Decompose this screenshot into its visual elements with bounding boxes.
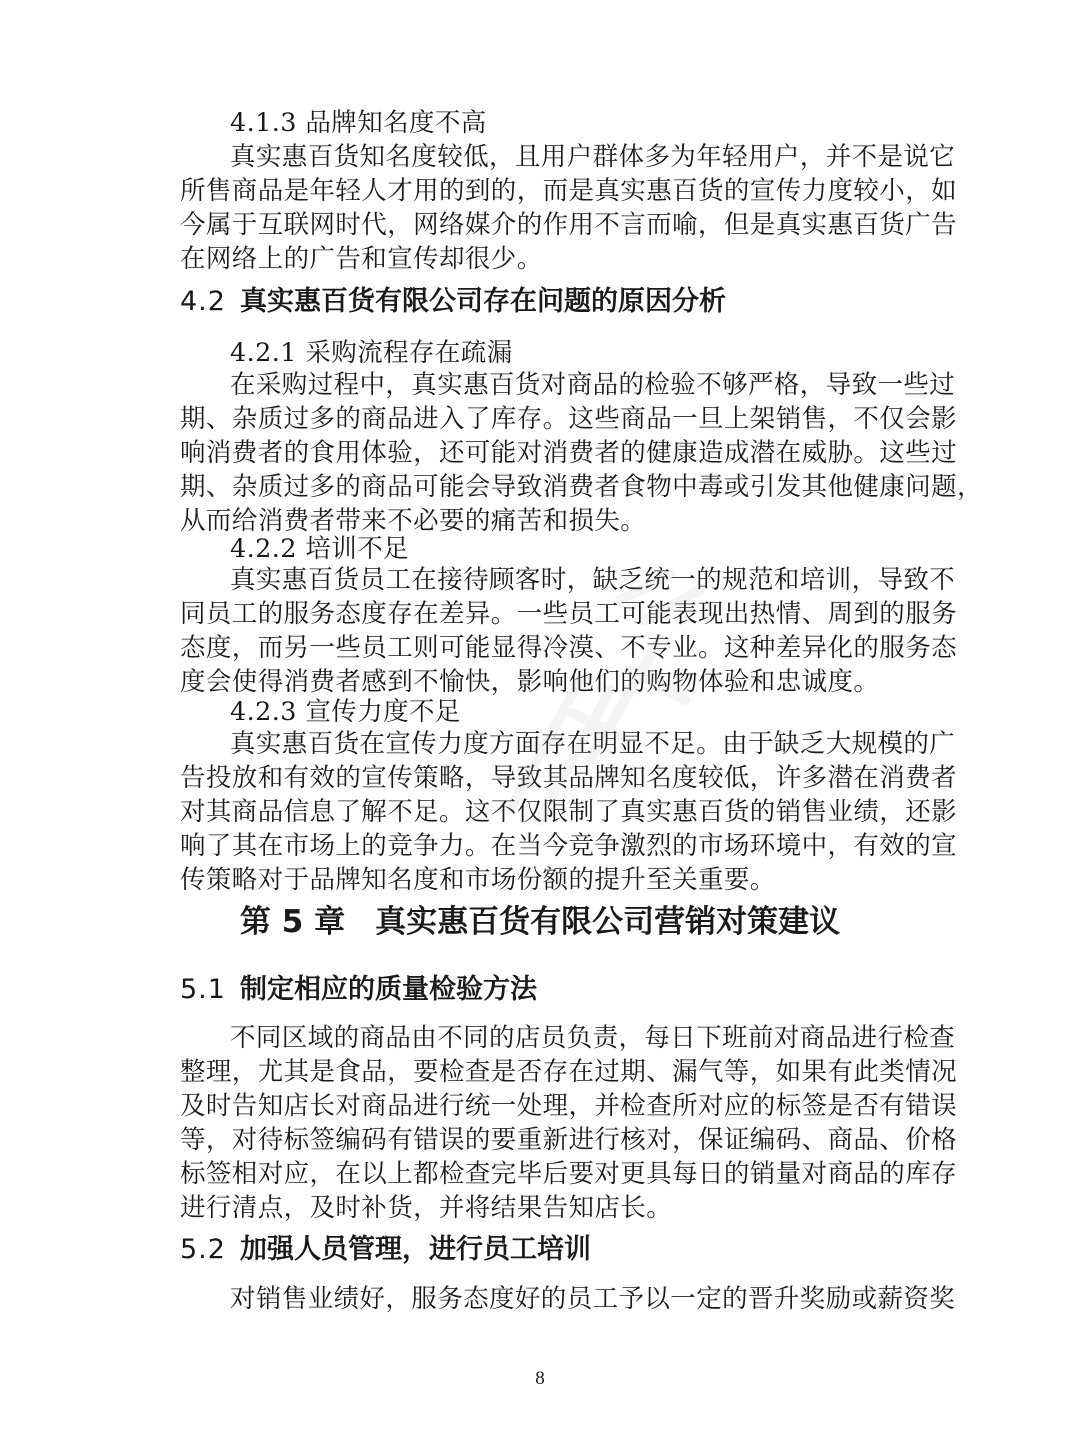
paragraph-line: 今属于互联网时代，网络媒介的作用不言而喻，但是真实惠百货广告 (180, 210, 958, 240)
subsection-heading-4-2-1: 4.2.1 采购流程存在疏漏 (230, 338, 513, 368)
section-title: 真实惠百货有限公司存在问题的原因分析 (239, 286, 726, 317)
paragraph-line: 从而给消费者带来不必要的痛苦和损失。 (180, 506, 647, 536)
paragraph-line: 标签相对应，在以上都检查完毕后要对更具每日的销量对商品的库存 (180, 1159, 958, 1189)
paragraph-line: 对其商品信息了解不足。这不仅限制了真实惠百货的销售业绩，还影 (180, 797, 958, 827)
paragraph-line: 度会使得消费者感到不愉快，影响他们的购物体验和忠诚度。 (180, 667, 880, 697)
chapter-label: 第 5 章 (239, 904, 346, 940)
paragraph-line: 不同区域的商品由不同的店员负责，每日下班前对商品进行检查 (230, 1023, 956, 1053)
paragraph-line: 态度，而另一些员工则可能显得冷漠、不专业。这种差异化的服务态 (180, 633, 958, 663)
paragraph-line: 在采购过程中，真实惠百货对商品的检验不够严格，导致一些过 (230, 370, 956, 400)
subsection-heading-4-2-3: 4.2.3 宣传力度不足 (230, 697, 461, 727)
section-number: 5.1 (180, 974, 226, 1005)
paragraph-line: 真实惠百货知名度较低，且用户群体多为年轻用户，并不是说它 (230, 142, 956, 172)
subsection-heading-4-1-3: 4.1.3 品牌知名度不高 (230, 108, 487, 138)
paragraph-line: 响了其在市场上的竞争力。在当今竞争激烈的市场环境中，有效的宣 (180, 831, 958, 861)
section-heading-4-2 (180, 284, 726, 320)
section-title: 加强人员管理，进行员工培训 (239, 1234, 591, 1265)
paragraph-line: 真实惠百货在宣传力度方面存在明显不足。由于缺乏大规模的广 (230, 729, 956, 759)
section-heading-5-2 (180, 1232, 591, 1268)
paragraph-line: 期、杂质过多的商品进入了库存。这些商品一旦上架销售，不仅会影 (180, 404, 958, 434)
paragraph-line: 期、杂质过多的商品可能会导致消费者食物中毒或引发其他健康问题， (180, 472, 983, 502)
section-number: 5.2 (180, 1234, 226, 1265)
section-title: 制定相应的质量检验方法 (239, 974, 537, 1005)
paragraph-line: 真实惠百货员工在接待顾客时，缺乏统一的规范和培训，导致不 (230, 565, 956, 595)
paragraph-line: 等，对待标签编码有错误的要重新进行核对，保证编码、商品、价格 (180, 1125, 958, 1155)
subsection-heading-4-2-2: 4.2.2 培训不足 (230, 534, 409, 564)
paragraph-line: 响消费者的食用体验，还可能对消费者的健康造成潜在威胁。这些过 (180, 438, 958, 468)
paragraph-line: 同员工的服务态度存在差异。一些员工可能表现出热情、周到的服务 (180, 599, 958, 629)
paragraph-line: 传策略对于品牌知名度和市场份额的提升至关重要。 (180, 865, 776, 895)
chapter-heading (0, 902, 1080, 942)
paragraph-line: 整理，尤其是食品，要检查是否存在过期、漏气等，如果有此类情况 (180, 1057, 958, 1087)
paragraph-line: 进行清点，及时补货，并将结果告知店长。 (180, 1193, 673, 1223)
paragraph-line: 在网络上的广告和宣传却很少。 (180, 244, 543, 274)
paragraph-line: 告投放和有效的宣传策略，导致其品牌知名度较低，许多潜在消费者 (180, 763, 958, 793)
section-heading-5-1 (180, 972, 537, 1008)
chapter-title: 真实惠百货有限公司营销对策建议 (375, 904, 841, 940)
paragraph-line: 对销售业绩好，服务态度好的员工予以一定的晋升奖励或薪资奖 (230, 1284, 956, 1314)
page-number: 8 (535, 1368, 545, 1389)
section-number: 4.2 (180, 286, 226, 317)
paragraph-line: 所售商品是年轻人才用的到的，而是真实惠百货的宣传力度较小，如 (180, 176, 958, 206)
paragraph-line: 及时告知店长对商品进行统一处理，并检查所对应的标签是否有错误 (180, 1091, 958, 1121)
